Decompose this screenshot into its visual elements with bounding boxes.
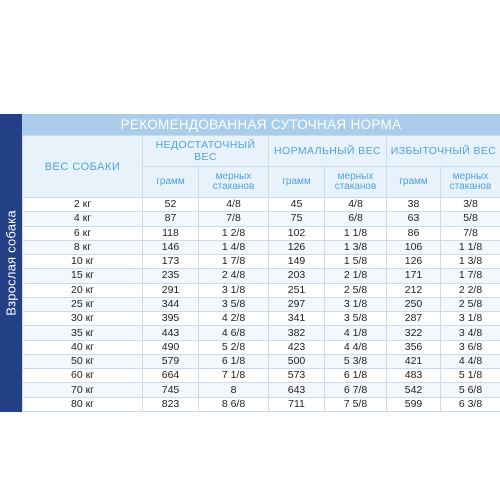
cups-cell: 3 4/8 xyxy=(441,326,500,340)
cups-cell: 7/8 xyxy=(199,212,269,226)
grams-cell: 171 xyxy=(387,269,441,283)
cups-cell: 4 4/8 xyxy=(325,340,387,354)
cups-cell: 1 3/8 xyxy=(325,240,387,254)
feeding-table xyxy=(22,135,500,412)
cups-cell: 6 7/8 xyxy=(325,383,387,397)
cups-cell: 5 6/8 xyxy=(441,383,500,397)
grams-cell: 500 xyxy=(269,354,325,368)
group-header-underweight: НЕДОСТАТОЧНЫЙ ВЕС xyxy=(143,136,269,167)
cups-cell: 3 1/8 xyxy=(441,312,500,326)
cups-cell: 1 1/8 xyxy=(325,226,387,240)
grams-cell: 579 xyxy=(143,354,199,368)
cups-cell: 1 7/8 xyxy=(199,255,269,269)
cups-cell: 6 1/8 xyxy=(325,369,387,383)
grams-cell: 573 xyxy=(269,369,325,383)
table-row xyxy=(23,269,500,283)
grams-cell: 423 xyxy=(269,340,325,354)
cups-cell: 1 2/8 xyxy=(199,226,269,240)
table-row xyxy=(23,297,500,311)
cups-cell: 2 2/8 xyxy=(441,283,500,297)
weight-cell: 20 кг xyxy=(23,283,143,297)
cups-cell: 4/8 xyxy=(199,198,269,212)
cups-cell: 5/8 xyxy=(441,212,500,226)
cups-cell: 3 1/8 xyxy=(325,297,387,311)
grams-cell: 356 xyxy=(387,340,441,354)
cups-cell: 1 7/8 xyxy=(441,269,500,283)
grams-cell: 287 xyxy=(387,312,441,326)
table-row xyxy=(23,226,500,240)
cups-cell: 6 3/8 xyxy=(441,397,500,411)
cups-cell: 5 1/8 xyxy=(441,369,500,383)
cups-cell: 6 1/8 xyxy=(199,354,269,368)
grams-cell: 599 xyxy=(387,397,441,411)
table-row xyxy=(23,369,500,383)
cups-cell: 2 5/8 xyxy=(441,297,500,311)
grams-cell: 75 xyxy=(269,212,325,226)
cups-cell: 4 2/8 xyxy=(199,312,269,326)
grams-cell: 643 xyxy=(269,383,325,397)
weight-cell: 60 кг xyxy=(23,369,143,383)
cups-cell: 4 6/8 xyxy=(199,326,269,340)
cups-cell: 8 xyxy=(199,383,269,397)
weight-cell: 25 кг xyxy=(23,297,143,311)
grams-cell: 341 xyxy=(269,312,325,326)
group-header-normal: НОРМАЛЬНЫЙ ВЕС xyxy=(269,136,387,167)
feeding-chart xyxy=(0,114,500,412)
cups-cell: 4 1/8 xyxy=(325,326,387,340)
table-body xyxy=(23,198,500,412)
cups-cell: 3 6/8 xyxy=(441,340,500,354)
table-row xyxy=(23,240,500,254)
cups-cell: 2 1/8 xyxy=(325,269,387,283)
cups-cell: 1 5/8 xyxy=(325,255,387,269)
weight-cell: 8 кг xyxy=(23,240,143,254)
grams-cell: 382 xyxy=(269,326,325,340)
cups-cell: 2 4/8 xyxy=(199,269,269,283)
grams-header: грамм xyxy=(143,167,199,198)
cups-cell: 7/8 xyxy=(441,226,500,240)
grams-cell: 203 xyxy=(269,269,325,283)
grams-header: грамм xyxy=(269,167,325,198)
grams-cell: 235 xyxy=(143,269,199,283)
grams-cell: 149 xyxy=(269,255,325,269)
weight-cell: 10 кг xyxy=(23,255,143,269)
grams-header: грамм xyxy=(387,167,441,198)
weight-cell: 35 кг xyxy=(23,326,143,340)
table-row xyxy=(23,354,500,368)
grams-cell: 395 xyxy=(143,312,199,326)
weight-cell: 30 кг xyxy=(23,312,143,326)
cups-cell: 1 4/8 xyxy=(199,240,269,254)
grams-cell: 421 xyxy=(387,354,441,368)
table-row xyxy=(23,255,500,269)
cups-header: мерных стаканов xyxy=(199,167,269,198)
grams-cell: 87 xyxy=(143,212,199,226)
cups-cell: 3 5/8 xyxy=(199,297,269,311)
cups-cell: 4 4/8 xyxy=(441,354,500,368)
grams-cell: 291 xyxy=(143,283,199,297)
cups-cell: 8 6/8 xyxy=(199,397,269,411)
side-label: Взрослая собака xyxy=(3,210,19,316)
cups-cell: 6/8 xyxy=(325,212,387,226)
grams-cell: 118 xyxy=(143,226,199,240)
table-row xyxy=(23,312,500,326)
group-header-overweight: ИЗБЫТОЧНЫЙ ВЕС xyxy=(387,136,500,167)
grams-cell: 322 xyxy=(387,326,441,340)
side-banner xyxy=(0,114,22,412)
cups-cell: 1 3/8 xyxy=(441,255,500,269)
cups-header: мерных стаканов xyxy=(441,167,500,198)
grams-cell: 483 xyxy=(387,369,441,383)
table-row xyxy=(23,383,500,397)
weight-cell: 15 кг xyxy=(23,269,143,283)
grams-cell: 664 xyxy=(143,369,199,383)
cups-cell: 3/8 xyxy=(441,198,500,212)
grams-cell: 443 xyxy=(143,326,199,340)
weight-cell: 40 кг xyxy=(23,340,143,354)
cups-cell: 3 1/8 xyxy=(199,283,269,297)
grams-cell: 126 xyxy=(269,240,325,254)
table-row xyxy=(23,340,500,354)
grams-cell: 102 xyxy=(269,226,325,240)
cups-cell: 1 1/8 xyxy=(441,240,500,254)
grams-cell: 126 xyxy=(387,255,441,269)
table-row xyxy=(23,198,500,212)
table-row xyxy=(23,212,500,226)
grams-cell: 173 xyxy=(143,255,199,269)
cups-cell: 3 5/8 xyxy=(325,312,387,326)
grams-cell: 490 xyxy=(143,340,199,354)
table-row xyxy=(23,326,500,340)
table-title: РЕКОМЕНДОВАННАЯ СУТОЧНАЯ НОРМА xyxy=(22,114,500,135)
weight-cell: 6 кг xyxy=(23,226,143,240)
grams-cell: 146 xyxy=(143,240,199,254)
cups-cell: 2 5/8 xyxy=(325,283,387,297)
cups-cell: 5 2/8 xyxy=(199,340,269,354)
grams-cell: 344 xyxy=(143,297,199,311)
weight-cell: 4 кг xyxy=(23,212,143,226)
grams-cell: 711 xyxy=(269,397,325,411)
grams-cell: 250 xyxy=(387,297,441,311)
grams-cell: 542 xyxy=(387,383,441,397)
cups-header: мерных стаканов xyxy=(325,167,387,198)
grams-cell: 745 xyxy=(143,383,199,397)
weight-cell: 70 кг xyxy=(23,383,143,397)
grams-cell: 106 xyxy=(387,240,441,254)
grams-cell: 251 xyxy=(269,283,325,297)
weight-cell: 50 кг xyxy=(23,354,143,368)
grams-cell: 45 xyxy=(269,198,325,212)
cups-cell: 7 5/8 xyxy=(325,397,387,411)
weight-cell: 80 кг xyxy=(23,397,143,411)
grams-cell: 86 xyxy=(387,226,441,240)
table-row xyxy=(23,283,500,297)
grams-cell: 63 xyxy=(387,212,441,226)
grams-cell: 212 xyxy=(387,283,441,297)
header-row-groups xyxy=(23,136,500,167)
weight-column-header: ВЕС СОБАКИ xyxy=(23,136,143,198)
table-row xyxy=(23,397,500,411)
cups-cell: 7 1/8 xyxy=(199,369,269,383)
grams-cell: 52 xyxy=(143,198,199,212)
grams-cell: 297 xyxy=(269,297,325,311)
weight-cell: 2 кг xyxy=(23,198,143,212)
grams-cell: 823 xyxy=(143,397,199,411)
grams-cell: 38 xyxy=(387,198,441,212)
cups-cell: 4/8 xyxy=(325,198,387,212)
cups-cell: 5 3/8 xyxy=(325,354,387,368)
